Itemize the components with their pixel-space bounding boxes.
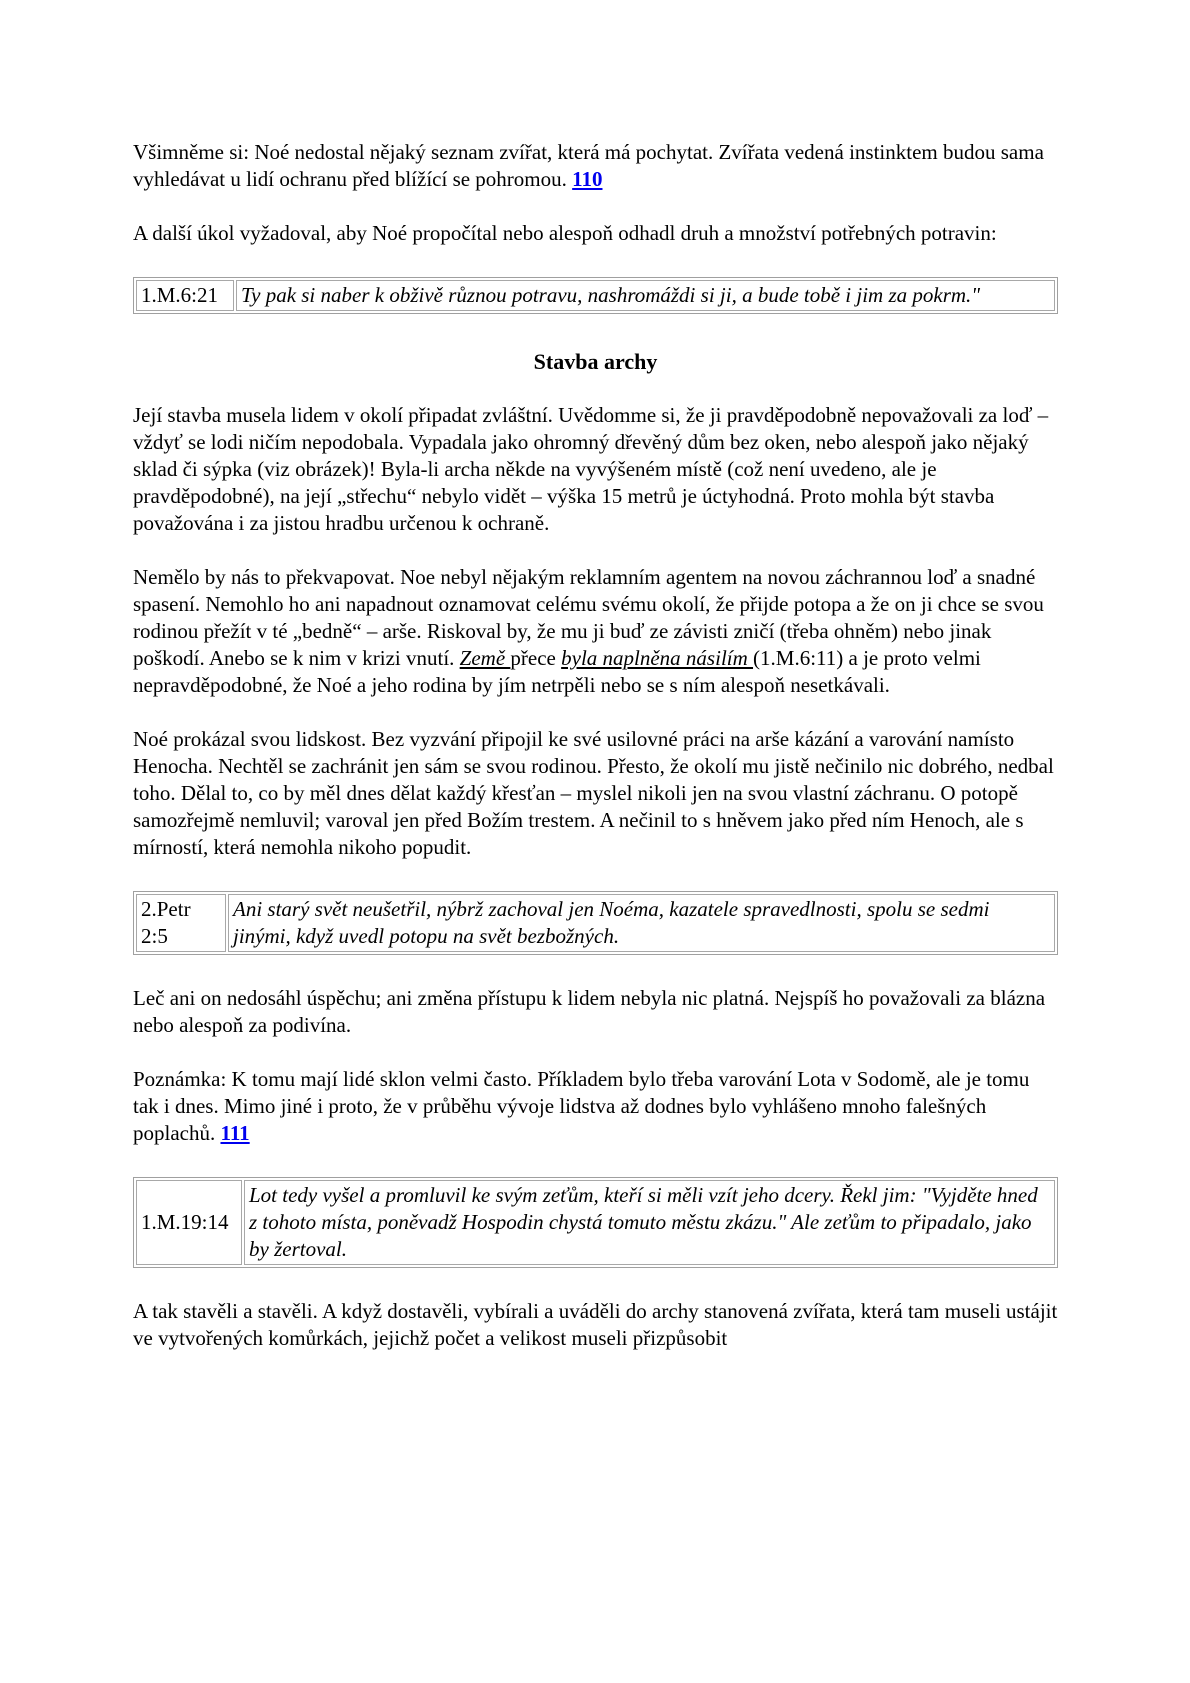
verse-text: Ani starý svět neušetřil, nýbrž zachoval jen Noéma, kazatele spravedlnosti, spolu se sedmi jinými, když uvedl potopu na svět bezbožných. — [228, 894, 1055, 952]
verse-reference: 1.M.6:21 — [136, 280, 234, 311]
paragraph-noah-humanity: Noé prokázal svou lidskost. Bez vyzvání připojil ke své usilovné práci na arše kázání a varování namísto Henocha. Nechtěl se zachránit jen sám se svou rodinou. Přesto, že okolí mu jistě nečinilo nic dobrého, nedbal toho. Dělal to, co by měl dnes dělat každý křesťan – myslel nikoli jen na svou vlastní záchranu. O potopě samozřejmě nemluvil; varoval jen před Božím trestem. A nečinil to s hněvem jako před ním Henoch, ale s mírností, která nemohla nikoho popudit. — [133, 727, 1054, 859]
emphasized-text: byla naplněna násilím — [561, 646, 754, 670]
paragraph-text: Nemělo by nás to překvapovat. Noe nebyl nějakým reklamním agentem na novou záchrannou loď a snadné spasení. Nemohlo ho ani napadnout oznamovat celému svému okolí, že přijde potopa a že on ji chce se svou rodinou přežít v té „bedně“ – arše. Riskoval by, že mu ji buď ze závisti zničí (třeba ohněm) nebo jinak poškodí. Anebo se k nim v krizi vnutí. — [133, 565, 1044, 670]
paragraph-no-advertising — [133, 564, 1058, 699]
verse-reference: 2.Petr 2:5 — [136, 894, 226, 952]
paragraph-note-lot — [133, 1066, 1058, 1147]
table-row — [136, 280, 1055, 311]
paragraph-text: Všimněme si: Noé nedostal nějaký seznam zvířat, která má pochytat. Zvířata vedená instinktem budou sama vyhledávat u lidí ochranu před blížící se pohromou. — [133, 140, 1044, 191]
scripture-table-1m1914 — [133, 1177, 1058, 1268]
paragraph-food-task: A další úkol vyžadoval, aby Noé propočítal nebo alespoň odhadl druh a množství potřebných potravin: — [133, 221, 997, 245]
scripture-table-2petr25 — [133, 891, 1058, 955]
table-row — [136, 1180, 1055, 1265]
paragraph-building-conclusion: A tak stavěli a stavěli. A když dostavěli, vybírali a uváděli do archy stanovená zvířata, která tam museli ustájit ve vytvořených komůrkách, jejichž počet a velikost museli přizpůsobit — [133, 1299, 1058, 1350]
paragraph-ark-appearance: Její stavba musela lidem v okolí připadat zvláštní. Uvědomme si, že ji pravděpodobně nepovažovali za loď – vždyť se lodi ničím nepodobala. Vypadala jako ohromný dřevěný dům bez oken, nebo alespoň jako nějaký sklad či sýpka (viz obrázek)! Byla-li archa někde na vyvýšeném místě (což není uvedeno, ale je pravděpodobné), na její „střechu“ nebylo vidět – výška 15 metrů je úctyhodná. Proto mohla být stavba považována i za jistou hradbu určenou k ochraně. — [133, 403, 1049, 535]
paragraph-no-success: Leč ani on nedosáhl úspěchu; ani změna přístupu k lidem nebyla nic platná. Nejspíš ho považovali za blázna nebo alespoň za podivína. — [133, 986, 1046, 1037]
paragraph-text: (1.M.6:11) a je proto velmi nepravděpodobné, že Noé a jeho rodina by jím netrpěli nebo se s ním alespoň nesetkávali. — [133, 646, 981, 697]
section-heading: Stavba archy — [533, 349, 658, 374]
emphasized-text: Země — [459, 646, 511, 670]
verse-text: Ty pak si naber k obživě různou potravu, nashromáždi si ji, a bude tobě i jim za pokrm." — [236, 280, 1055, 311]
footnote-link-111[interactable]: 111 — [220, 1121, 250, 1145]
scripture-table-1m621 — [133, 277, 1058, 314]
verse-reference: 1.M.19:14 — [136, 1180, 242, 1265]
paragraph-intro-animals — [133, 139, 1058, 193]
paragraph-text: Poznámka: K tomu mají lidé sklon velmi často. Příkladem bylo třeba varování Lota v Sodomě, ale je tomu tak i dnes. Mimo jiné i proto, že v průběhu vývoje lidstva až dodnes bylo vyhlášeno mnoho falešných poplachů. — [133, 1067, 1030, 1145]
verse-text: Lot tedy vyšel a promluvil ke svým zeťům, kteří si měli vzít jeho dcery. Řekl jim: "Vyjděte hned z tohoto místa, poněvadž Hospodin chystá tomuto městu zkázu." Ale zeťům to připadalo, jako by žertoval. — [244, 1180, 1055, 1265]
table-row — [136, 894, 1055, 952]
paragraph-text: přece — [510, 646, 562, 670]
footnote-link-110[interactable]: 110 — [572, 167, 603, 191]
